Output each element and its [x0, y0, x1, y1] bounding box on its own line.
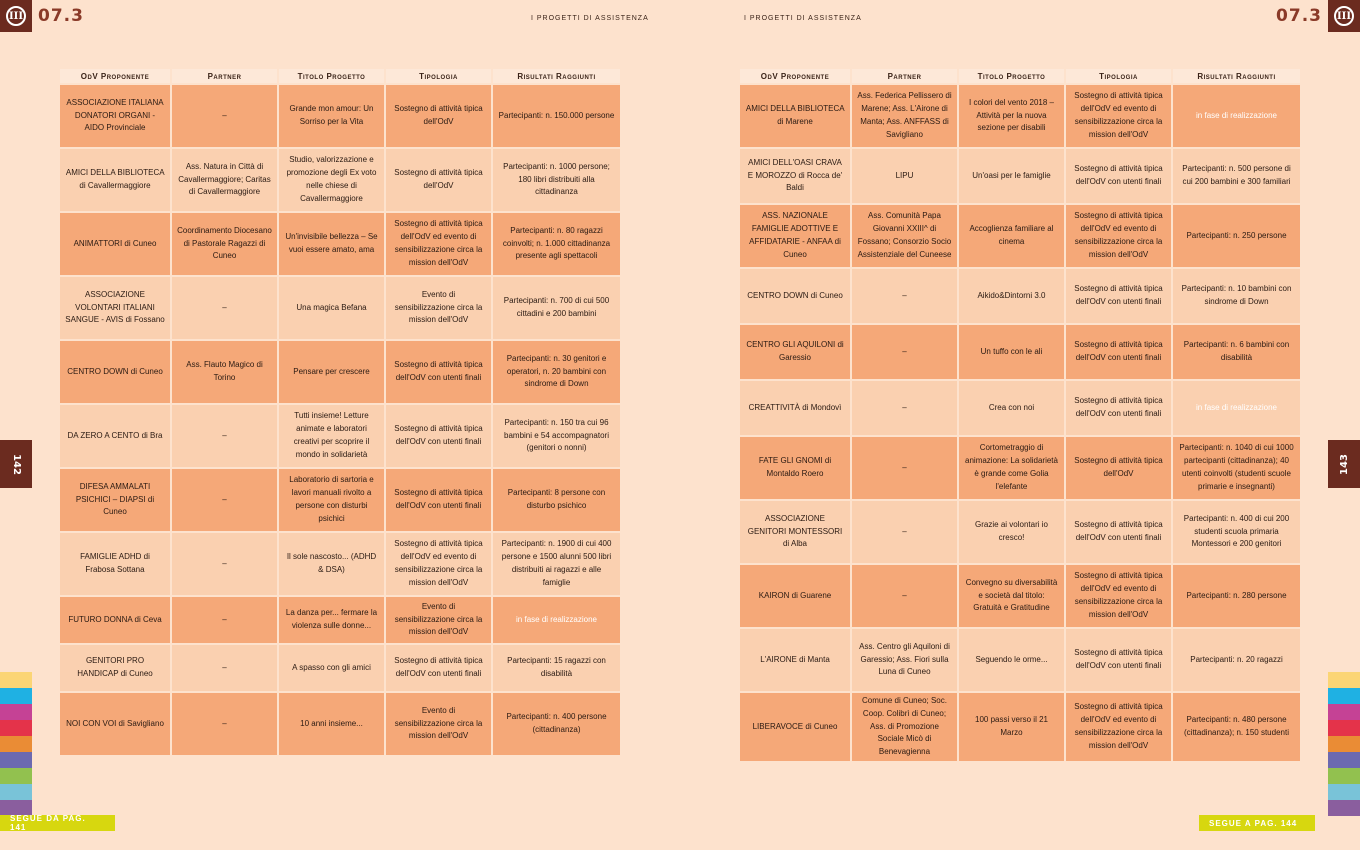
cell-odv: [740, 381, 850, 437]
col-header-results: Risultati Raggiunti: [493, 69, 620, 85]
color-stripe: [1328, 672, 1360, 688]
color-stripe: [1328, 752, 1360, 768]
cell-type: Sostegno di attività tipica dell'OdV con utenti finali: [1066, 269, 1171, 325]
odv-location: di Mondovì: [800, 402, 842, 412]
cell-result: Partecipanti: n. 280 persone: [1173, 565, 1300, 629]
odv-name: AMICI DELLA BIBLIOTECA: [745, 104, 845, 114]
table-row: [60, 341, 620, 405]
odv-name: LIBERAVOCE: [752, 721, 804, 731]
odv-name: AMICI DELL'OASI CRAVA E MOROZZO: [747, 157, 842, 180]
table-row: [60, 693, 620, 757]
table-row: [740, 85, 1300, 149]
cell-partner: –: [172, 405, 277, 469]
cell-result: in fase di realizzazione: [1173, 381, 1300, 437]
cell-title: 100 passi verso il 21 Marzo: [959, 693, 1064, 763]
cell-type: Evento di sensibilizzazione circa la mission dell'OdV: [386, 693, 491, 757]
cell-odv: [740, 693, 850, 763]
chapter-roman-badge: III: [1328, 0, 1360, 32]
cell-odv: [60, 213, 170, 277]
color-stripe: [0, 688, 32, 704]
odv-name: FAMIGLIE ADHD: [80, 552, 142, 562]
cell-odv: [60, 645, 170, 693]
cell-partner: –: [172, 645, 277, 693]
table-row: [60, 533, 620, 597]
cell-title: Pensare per crescere: [279, 341, 384, 405]
cell-result: Partecipanti: n. 10 bambini con sindrome di Down: [1173, 269, 1300, 325]
table-row: [60, 405, 620, 469]
color-stripe: [1328, 736, 1360, 752]
cell-title: Aikido&Dintorni 3.0: [959, 269, 1064, 325]
cell-title: A spasso con gli amici: [279, 645, 384, 693]
cell-partner: –: [852, 565, 957, 629]
continued-to: SEGUE A PAG. 144: [1199, 815, 1315, 831]
cell-result: in fase di realizzazione: [1173, 85, 1300, 149]
odv-name: ASSOCIAZIONE ITALIANA DONATORI ORGANI - AIDO: [66, 97, 164, 133]
cell-result: Partecipanti: n. 150 tra cui 96 bambini e 54 accompagnatori (genitori o nonni): [493, 405, 620, 469]
odv-name: CENTRO DOWN: [747, 290, 809, 300]
cell-partner: Ass. Natura in Città di Cavallermaggiore; Caritas di Cavallermaggiore: [172, 149, 277, 213]
cell-title: Seguendo le orme...: [959, 629, 1064, 693]
table-row: [60, 85, 620, 149]
cell-title: I colori del vento 2018 – Attività per la nuova sezione per disabili: [959, 85, 1064, 149]
cell-result: Partecipanti: n. 250 persone: [1173, 205, 1300, 269]
cell-title: La danza per... fermare la violenza sulle donne...: [279, 597, 384, 645]
page-number-tab: 143: [1328, 440, 1360, 488]
color-stripes: [0, 672, 32, 816]
odv-name: DIFESA AMMALATI PSICHICI – DIAPSI: [75, 481, 151, 504]
cell-partner: LIPU: [852, 149, 957, 205]
table-row: [740, 381, 1300, 437]
odv-location: di Marene: [777, 117, 813, 126]
cell-type: Sostegno di attività tipica dell'OdV: [386, 149, 491, 213]
cell-partner: –: [172, 277, 277, 341]
odv-location: di Cuneo: [803, 721, 838, 731]
cell-title: Il sole nascosto... (ADHD & DSA): [279, 533, 384, 597]
odv-location: di Cuneo: [783, 237, 841, 259]
cell-odv: [60, 469, 170, 533]
col-header-type: Tipologia: [386, 69, 491, 85]
odv-location: di Savigliano: [116, 718, 164, 728]
cell-odv: [60, 533, 170, 597]
cell-type: Sostegno di attività tipica dell'OdV ed evento di sensibilizzazione circa la mission dell'OdV: [1066, 205, 1171, 269]
cell-type: Evento di sensibilizzazione circa la mission dell'OdV: [386, 597, 491, 645]
cell-type: Sostegno di attività tipica dell'OdV con utenti finali: [386, 405, 491, 469]
page-number-tab: 142: [0, 440, 32, 488]
cell-result: in fase di realizzazione: [493, 597, 620, 645]
chapter-number: 07.3: [38, 6, 84, 26]
cell-title: Convegno su diversabilità e società dal titolo: Gratuità e Gratitudine: [959, 565, 1064, 629]
table-row: [740, 205, 1300, 269]
cell-partner: –: [172, 693, 277, 757]
color-stripe: [1328, 688, 1360, 704]
col-header-odv: OdV Proponente: [740, 69, 850, 85]
table-row: [740, 693, 1300, 763]
cell-odv: [60, 85, 170, 149]
cell-result: Partecipanti: n. 1900 di cui 400 persone e 1500 alunni 500 libri distribuiti ai ragazzi e alle famiglie: [493, 533, 620, 597]
odv-location: di Cuneo: [103, 494, 155, 517]
odv-location: di Fossano: [123, 315, 165, 325]
running-title: I PROGETTI DI ASSISTENZA: [531, 15, 649, 22]
color-stripe: [0, 768, 32, 784]
cell-partner: –: [852, 501, 957, 565]
cell-result: Partecipanti: n. 1000 persone; 180 libri distribuiti alla cittadinanza: [493, 149, 620, 213]
table-row: [740, 565, 1300, 629]
col-header-type: Tipologia: [1066, 69, 1171, 85]
color-stripe: [1328, 704, 1360, 720]
cell-result: Partecipanti: 15 ragazzi con disabilità: [493, 645, 620, 693]
odv-location: di Alba: [782, 539, 808, 549]
odv-location: Provinciale: [104, 123, 146, 133]
odv-name: NOI CON VOI: [66, 718, 117, 728]
odv-location: di Rocca de' Baldi: [786, 170, 843, 193]
odv-name: FATE GLI GNOMI: [758, 456, 823, 466]
cell-type: Sostegno di attività tipica dell'OdV: [1066, 437, 1171, 501]
cell-odv: [740, 629, 850, 693]
cell-result: Partecipanti: n. 500 persone di cui 200 bambini e 300 familiari: [1173, 149, 1300, 205]
cell-partner: –: [852, 269, 957, 325]
odv-location: di Montaldo Roero: [766, 456, 832, 478]
cell-result: Partecipanti: n. 400 di cui 200 studenti scuola primaria Montessori e 200 genitori: [1173, 501, 1300, 565]
cell-result: Partecipanti: n. 700 di cui 500 cittadini e 200 bambini: [493, 277, 620, 341]
cell-odv: [740, 325, 850, 381]
odv-location: di Manta: [796, 654, 830, 664]
color-stripe: [0, 672, 32, 688]
cell-odv: [60, 277, 170, 341]
cell-title: Tutti insieme! Letture animate e laboratori creativi per scoprire il mondo in solidarietà: [279, 405, 384, 469]
cell-result: Partecipanti: n. 6 bambini con disabilità: [1173, 325, 1300, 381]
cell-partner: –: [172, 533, 277, 597]
cell-type: Sostegno di attività tipica dell'OdV con utenti finali: [1066, 325, 1171, 381]
cell-type: Sostegno di attività tipica dell'OdV ed evento di sensibilizzazione circa la mission dell'OdV: [386, 533, 491, 597]
odv-name: FUTURO DONNA: [68, 614, 133, 624]
odv-location: di Cuneo: [128, 366, 163, 376]
color-stripe: [1328, 720, 1360, 736]
cell-type: Sostegno di attività tipica dell'OdV ed evento di sensibilizzazione circa la mission dell'OdV: [1066, 693, 1171, 763]
cell-type: Sostegno di attività tipica dell'OdV con utenti finali: [1066, 629, 1171, 693]
cell-type: Sostegno di attività tipica dell'OdV con utenti finali: [1066, 149, 1171, 205]
color-stripes: [1328, 672, 1360, 816]
table-row: [60, 149, 620, 213]
cell-odv: [60, 693, 170, 757]
odv-name: DA ZERO A CENTO: [67, 430, 140, 440]
cell-partner: –: [172, 597, 277, 645]
odv-location: di Bra: [139, 430, 163, 440]
odv-name: ASSOCIAZIONE GENITORI MONTESSORI: [747, 513, 843, 536]
cell-partner: Coordinamento Diocesano di Pastorale Ragazzi di Cuneo: [172, 213, 277, 277]
odv-name: ASSOCIAZIONE VOLONTARI ITALIANI SANGUE - AVIS: [65, 289, 155, 325]
cell-odv: [740, 149, 850, 205]
cell-title: Una magica Befana: [279, 277, 384, 341]
table-row: [60, 469, 620, 533]
table-header-row: [740, 69, 1300, 85]
cell-type: Sostegno di attività tipica dell'OdV con utenti finali: [386, 645, 491, 693]
table-row: [740, 501, 1300, 565]
continued-from: SEGUE DA PAG. 141: [0, 815, 115, 831]
odv-name: CENTRO DOWN: [67, 366, 129, 376]
cell-result: Partecipanti: n. 1040 di cui 1000 partecipanti (cittadinanza); 40 utenti coinvolti (studenti scuole primarie e insegnanti): [1173, 437, 1300, 501]
chapter-number: 07.3: [1276, 6, 1322, 26]
cell-type: Sostegno di attività tipica dell'OdV ed evento di sensibilizzazione circa la mission dell'OdV: [1066, 85, 1171, 149]
odv-location: di Cuneo: [808, 290, 843, 300]
cell-type: Sostegno di attività tipica dell'OdV con utenti finali: [386, 469, 491, 533]
cell-title: 10 anni insieme...: [279, 693, 384, 757]
table-row: [60, 645, 620, 693]
cell-partner: Ass. Flauto Magico di Torino: [172, 341, 277, 405]
cell-odv: [60, 149, 170, 213]
odv-name: ANIMATTORI: [73, 238, 123, 248]
odv-name: ASS. NAZIONALE FAMIGLIE ADOTTIVE E AFFIDATARIE - ANFAA: [749, 211, 839, 246]
cell-partner: Comune di Cuneo; Soc. Coop. Colibrì di Cuneo; Ass. di Promozione Sociale Micò di Benevagienna: [852, 693, 957, 763]
cell-type: Sostegno di attività tipica dell'OdV ed evento di sensibilizzazione circa la mission dell'OdV: [1066, 565, 1171, 629]
cell-result: Partecipanti: n. 30 genitori e operatori, n. 20 bambini con sindrome di Down: [493, 341, 620, 405]
cell-partner: Ass. Federica Pellissero di Marene; Ass. L'Airone di Manta; Ass. ANFFASS di Savigliano: [852, 85, 957, 149]
odv-location: di Cuneo: [122, 238, 157, 248]
cell-type: Sostegno di attività tipica dell'OdV con utenti finali: [386, 341, 491, 405]
color-stripe: [0, 784, 32, 800]
cell-type: Sostegno di attività tipica dell'OdV: [386, 85, 491, 149]
cell-title: Crea con noi: [959, 381, 1064, 437]
table-row: [60, 213, 620, 277]
col-header-partner: Partner: [172, 69, 277, 85]
cell-title: Un'oasi per le famiglie: [959, 149, 1064, 205]
cell-result: Partecipanti: n. 20 ragazzi: [1173, 629, 1300, 693]
table-row: [740, 437, 1300, 501]
color-stripe: [0, 736, 32, 752]
odv-location: di Guarene: [789, 590, 832, 600]
color-stripe: [0, 704, 32, 720]
cell-odv: [740, 205, 850, 269]
col-header-odv: OdV Proponente: [60, 69, 170, 85]
odv-name: L'AIRONE: [760, 654, 797, 664]
odv-location: di Cuneo: [118, 669, 153, 678]
color-stripe: [1328, 768, 1360, 784]
table-row: [60, 597, 620, 645]
odv-name: AMICI DELLA BIBLIOTECA: [65, 168, 165, 178]
table-row: [740, 325, 1300, 381]
projects-table: [58, 69, 622, 757]
projects-table: [738, 69, 1302, 763]
cell-title: Un tuffo con le ali: [959, 325, 1064, 381]
table-row: [740, 629, 1300, 693]
table-row: [740, 269, 1300, 325]
cell-partner: –: [852, 437, 957, 501]
color-stripe: [1328, 800, 1360, 816]
cell-title: Un'invisibile bellezza – Se vuoi essere amato, ama: [279, 213, 384, 277]
cell-partner: –: [172, 85, 277, 149]
cell-result: Partecipanti: n. 480 persone (cittadinanza); n. 150 studenti: [1173, 693, 1300, 763]
cell-title: Accoglienza familiare al cinema: [959, 205, 1064, 269]
odv-name: CREATTIVITÀ: [748, 402, 801, 412]
chapter-roman-badge: III: [0, 0, 32, 32]
cell-type: Sostegno di attività tipica dell'OdV ed evento di sensibilizzazione circa la mission dell'OdV: [386, 213, 491, 277]
running-title: I PROGETTI DI ASSISTENZA: [744, 15, 862, 22]
odv-location: di Frabosa Sottana: [85, 552, 150, 574]
cell-type: Evento di sensibilizzazione circa la mission dell'OdV: [386, 277, 491, 341]
cell-partner: –: [852, 325, 957, 381]
table-header-row: [60, 69, 620, 85]
cell-odv: [740, 437, 850, 501]
cell-partner: Ass. Centro gli Aquiloni di Garessio; Ass. Fiori sulla Luna di Cuneo: [852, 629, 957, 693]
cell-title: Grande mon amour: Un Sorriso per la Vita: [279, 85, 384, 149]
cell-title: Cortometraggio di animazione: La solidarietà è grande come Golia l'elefante: [959, 437, 1064, 501]
color-stripe: [0, 752, 32, 768]
cell-odv: [740, 269, 850, 325]
odv-name: GENITORI PRO HANDICAP: [77, 656, 145, 678]
cell-partner: –: [852, 381, 957, 437]
col-header-title: Titolo Progetto: [279, 69, 384, 85]
table-row: [60, 277, 620, 341]
cell-partner: Ass. Comunità Papa Giovanni XXIII^ di Fossano; Consorzio Socio Assistenziale del Cuneese: [852, 205, 957, 269]
cell-result: Partecipanti: n. 400 persone (cittadinanza): [493, 693, 620, 757]
odv-name: CENTRO GLI AQUILONI: [746, 340, 836, 350]
cell-odv: [60, 597, 170, 645]
color-stripe: [0, 720, 32, 736]
cell-type: Sostegno di attività tipica dell'OdV con utenti finali: [1066, 381, 1171, 437]
cell-odv: [740, 565, 850, 629]
odv-location: di Ceva: [132, 614, 162, 624]
cell-odv: [740, 501, 850, 565]
cell-odv: [740, 85, 850, 149]
cell-partner: –: [172, 469, 277, 533]
table-row: [740, 149, 1300, 205]
odv-location: di Cavallermaggiore: [79, 181, 151, 190]
cell-title: Laboratorio di sartoria e lavori manuali rivolto a persone con disturbi psichici: [279, 469, 384, 533]
col-header-partner: Partner: [852, 69, 957, 85]
cell-type: Sostegno di attività tipica dell'OdV con utenti finali: [1066, 501, 1171, 565]
col-header-title: Titolo Progetto: [959, 69, 1064, 85]
cell-result: Partecipanti: n. 80 ragazzi coinvolti; n. 1.000 cittadinanza presente agli spettacoli: [493, 213, 620, 277]
odv-location: di Garessio: [778, 340, 844, 362]
cell-title: Grazie ai volontari io cresco!: [959, 501, 1064, 565]
color-stripe: [1328, 784, 1360, 800]
cell-result: Partecipanti: n. 150.000 persone: [493, 85, 620, 149]
cell-title: Studio, valorizzazione e promozione degli Ex voto nelle chiese di Cavallermaggiore: [279, 149, 384, 213]
cell-result: Partecipanti: 8 persone con disturbo psichico: [493, 469, 620, 533]
odv-name: KAIRON: [758, 590, 790, 600]
cell-odv: [60, 405, 170, 469]
col-header-results: Risultati Raggiunti: [1173, 69, 1300, 85]
cell-odv: [60, 341, 170, 405]
right-page: [680, 0, 1360, 850]
